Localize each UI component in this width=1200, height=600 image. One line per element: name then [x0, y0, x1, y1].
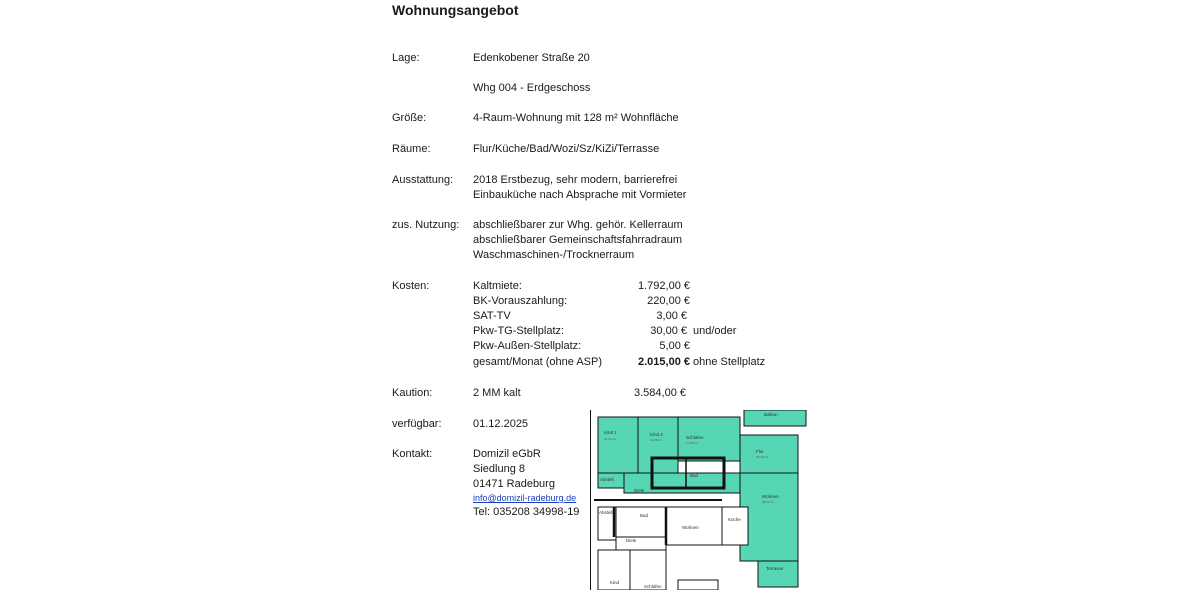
svg-text:17,85 m²: 17,85 m² [686, 441, 698, 445]
room-label: Kind [610, 580, 620, 585]
svg-text:14,25 m²: 14,25 m² [604, 437, 616, 441]
size-value: 4-Raum-Wohnung mit 128 m² Wohnfläche [473, 112, 679, 124]
room-label: Abstell. [599, 510, 614, 515]
cost-amount-total: 2.015,00 € [638, 356, 690, 368]
label-ausstattung: Ausstattung: [392, 174, 454, 186]
contact-street: Siedlung 8 [473, 463, 525, 475]
floor-plan [590, 410, 808, 590]
cost-amount-tg: 30,00 € [650, 325, 687, 337]
cost-amount-bk: 220,00 € [647, 295, 690, 307]
cost-label-total: gesamt/Monat (ohne ASP) [473, 356, 603, 368]
cost-label-kaltmiete: Kaltmiete: [473, 280, 522, 292]
deposit-text: 2 MM kalt [473, 387, 521, 399]
rooms-value: Flur/Küche/Bad/Wozi/Sz/KiZi/Terrasse [473, 143, 660, 155]
label-kontakt: Kontakt: [392, 448, 433, 460]
label-raeume: Räume: [392, 143, 431, 155]
deposit-amount: 3.584,00 € [634, 387, 686, 399]
cost-note-tg: und/oder [693, 325, 737, 337]
svg-text:18,46 m²: 18,46 m² [756, 455, 768, 459]
address-street: Edenkobener Straße 20 [473, 52, 590, 64]
label-lage: Lage: [392, 52, 420, 64]
room-label: Schlafen [686, 435, 704, 440]
usage-line-2: abschließbarer Gemeinschaftsfahrradraum [473, 234, 683, 246]
room-label: Bad [690, 473, 699, 478]
label-kaution: Kaution: [392, 387, 433, 399]
features-line-2: Einbauküche nach Absprache mit Vormieter [473, 189, 687, 201]
room-label: Wohnen [682, 525, 699, 530]
room-label: Kind 1 [604, 430, 617, 435]
cost-note-total: ohne Stellplatz [693, 356, 766, 368]
features-line-1: 2018 Erstbezug, sehr modern, barrierefrei [473, 174, 678, 186]
usage-line-3: Waschmaschinen-/Trocknerraum [473, 249, 635, 261]
label-kosten: Kosten: [392, 280, 430, 292]
label-groesse: Größe: [392, 112, 427, 124]
cost-amount-sat: 3,00 € [656, 310, 687, 322]
room-label: Kind 2 [650, 432, 663, 437]
room-label: Bad [640, 513, 649, 518]
available-date: 01.12.2025 [473, 418, 529, 430]
cost-amount-aussen: 5,00 € [659, 340, 690, 352]
contact-phone: Tel: 035208 34998-19 [473, 506, 580, 518]
page-title: Wohnungsangebot [392, 2, 519, 18]
label-verfuegbar: verfügbar: [392, 418, 442, 430]
room-label: Küche [728, 517, 741, 522]
svg-text:38,02 m²: 38,02 m² [762, 500, 774, 504]
cost-amount-kaltmiete: 1.792,00 € [638, 280, 690, 292]
contact-email-link[interactable]: info@domizil-radeburg.de [473, 493, 577, 503]
room-label: Wohnen [762, 494, 779, 499]
cost-label-sat: SAT-TV [473, 310, 511, 322]
cost-label-tg: Pkw-TG-Stellplatz: [473, 325, 565, 337]
room-label: Flur [756, 449, 764, 454]
address-unit: Whg 004 - Erdgeschoss [473, 82, 591, 94]
svg-text:12,66 m²: 12,66 m² [650, 438, 662, 442]
cost-label-aussen: Pkw-Außen-Stellplatz: [473, 340, 582, 352]
cost-label-bk: BK-Vorauszahlung: [473, 295, 568, 307]
room-label: Abstell. [600, 477, 615, 482]
label-nutzung: zus. Nutzung: [392, 219, 460, 231]
room-label: Schlafen [644, 584, 662, 589]
room-label: Terrasse [766, 566, 784, 571]
usage-line-1: abschließbarer zur Whg. gehör. Kellerraum [473, 219, 683, 231]
room-label: Diele [626, 538, 637, 543]
room-label: Balkon [764, 412, 778, 417]
contact-name: Domizil eGbR [473, 448, 541, 460]
contact-city: 01471 Radeburg [473, 478, 555, 490]
room-label: Diele [634, 488, 645, 493]
